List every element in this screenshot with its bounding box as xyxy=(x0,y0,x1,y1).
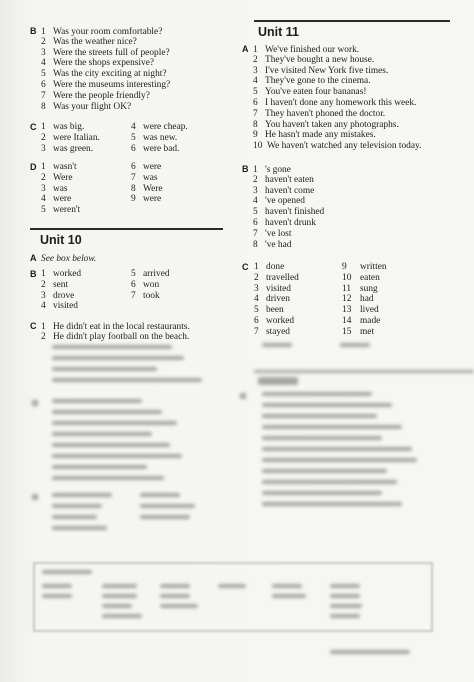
unit-10-title: Unit 10 xyxy=(40,233,82,247)
answer-text: He didn't play football on the beach. xyxy=(53,331,190,342)
answer-text: haven't finished xyxy=(265,207,325,218)
answer-text: Were the streets full of people? xyxy=(53,47,170,58)
answer-text: They haven't phoned the doctor. xyxy=(265,108,386,119)
answer-text: 've had xyxy=(265,239,292,250)
section-c-grid: C 1 was big. 4 were cheap. 2 were Italian. 5 was new. 3 was green. 6 were bad. xyxy=(30,122,188,154)
answer-text: They've bought a new house. xyxy=(265,54,375,65)
section-letter: D xyxy=(30,162,37,172)
section-letter: C xyxy=(242,262,249,272)
answer-text: I've visited New York five times. xyxy=(265,65,389,76)
answer-text: I haven't done any homework this week. xyxy=(265,97,417,108)
unit-11-title: Unit 11 xyxy=(258,25,299,39)
answer-text: Were the shops expensive? xyxy=(53,58,155,69)
section-letter: B xyxy=(242,164,249,174)
answer-text: Were the people friendly? xyxy=(53,90,150,101)
unit-10-b-grid: B 1 worked 5 arrived 2 sent 6 won 3 drove 7 took 4 visited xyxy=(30,269,170,312)
answer-text: See box below. xyxy=(41,254,97,264)
section-letter: B xyxy=(30,26,37,36)
section-letter: C xyxy=(30,321,37,331)
answer-text: You haven't taken any photographs. xyxy=(265,119,399,130)
unit-11-rule xyxy=(254,20,450,22)
answer-text: 's gone xyxy=(265,165,291,175)
section-letter: A xyxy=(30,253,37,263)
answer-text: He hasn't made any mistakes. xyxy=(265,130,376,141)
answer-text: Was the city exciting at night? xyxy=(53,69,167,80)
answer-text: You've eaten four bananas! xyxy=(265,87,367,98)
unit-11-b-list: B 1 's gone 2 haven't eaten 3 haven't come 4 've opened 5 haven't finished 6 haven't drunk 7 've lost 8 've had xyxy=(242,164,325,250)
section-letter: B xyxy=(30,269,37,279)
answer-text: Were the museums interesting? xyxy=(53,79,171,90)
answer-text: 've opened xyxy=(265,196,305,207)
section-d-grid: D 1 wasn't 6 were 2 Were 7 was 3 was 8 Were 4 were 9 were 5 weren't xyxy=(30,162,163,216)
section-b-list: B 1 Was your room comfortable? 2 Was the weather nice? 3 Were the streets full of people? 4 Were the shops expensive? 5 Was the city exciting at night? 6 Were the museums interesting? 7 Were the people friendly? 8 Was your flight OK? xyxy=(30,26,171,112)
answer-text: We've finished our work. xyxy=(265,45,360,55)
answer-text: 've lost xyxy=(265,228,292,239)
unit-11-a-list: A 1 We've finished our work. 2 They've bought a new house. 3 I've visited New York five times. 4 They've gone to the cinema. 5 You've eaten four bananas! 6 I haven't done any homework this week. 7 They haven't phoned the doctor. 8 You haven't taken any photographs. 9 He hasn't made any mistakes. 10 We haven't watched any television today. xyxy=(242,44,422,152)
answer-text: Was the weather nice? xyxy=(53,36,137,47)
section-letter: C xyxy=(30,122,37,132)
answer-text: He didn't eat in the local restaurants. xyxy=(53,322,190,332)
answer-text: haven't come xyxy=(265,185,315,196)
answer-text: Was your room comfortable? xyxy=(53,27,163,37)
answer-text: haven't drunk xyxy=(265,217,316,228)
answer-text: They've gone to the cinema. xyxy=(265,76,371,87)
answer-text: haven't eaten xyxy=(265,174,314,185)
unit-10-c: C 1 He didn't eat in the local restaurants. 2 He didn't play football on the beach. xyxy=(30,321,190,342)
answer-text: We haven't watched any television today. xyxy=(267,141,422,152)
section-letter: A xyxy=(242,44,249,54)
answer-text: Was your flight OK? xyxy=(53,101,132,112)
unit-11-c-grid: C 1 done 9 written 2 travelled 10 eaten 3 visited 11 sung 4 driven 12 had 5 been 13 lived 6 worked 14 made 7 stayed 15 met xyxy=(242,262,387,337)
vocab-box xyxy=(34,563,432,631)
